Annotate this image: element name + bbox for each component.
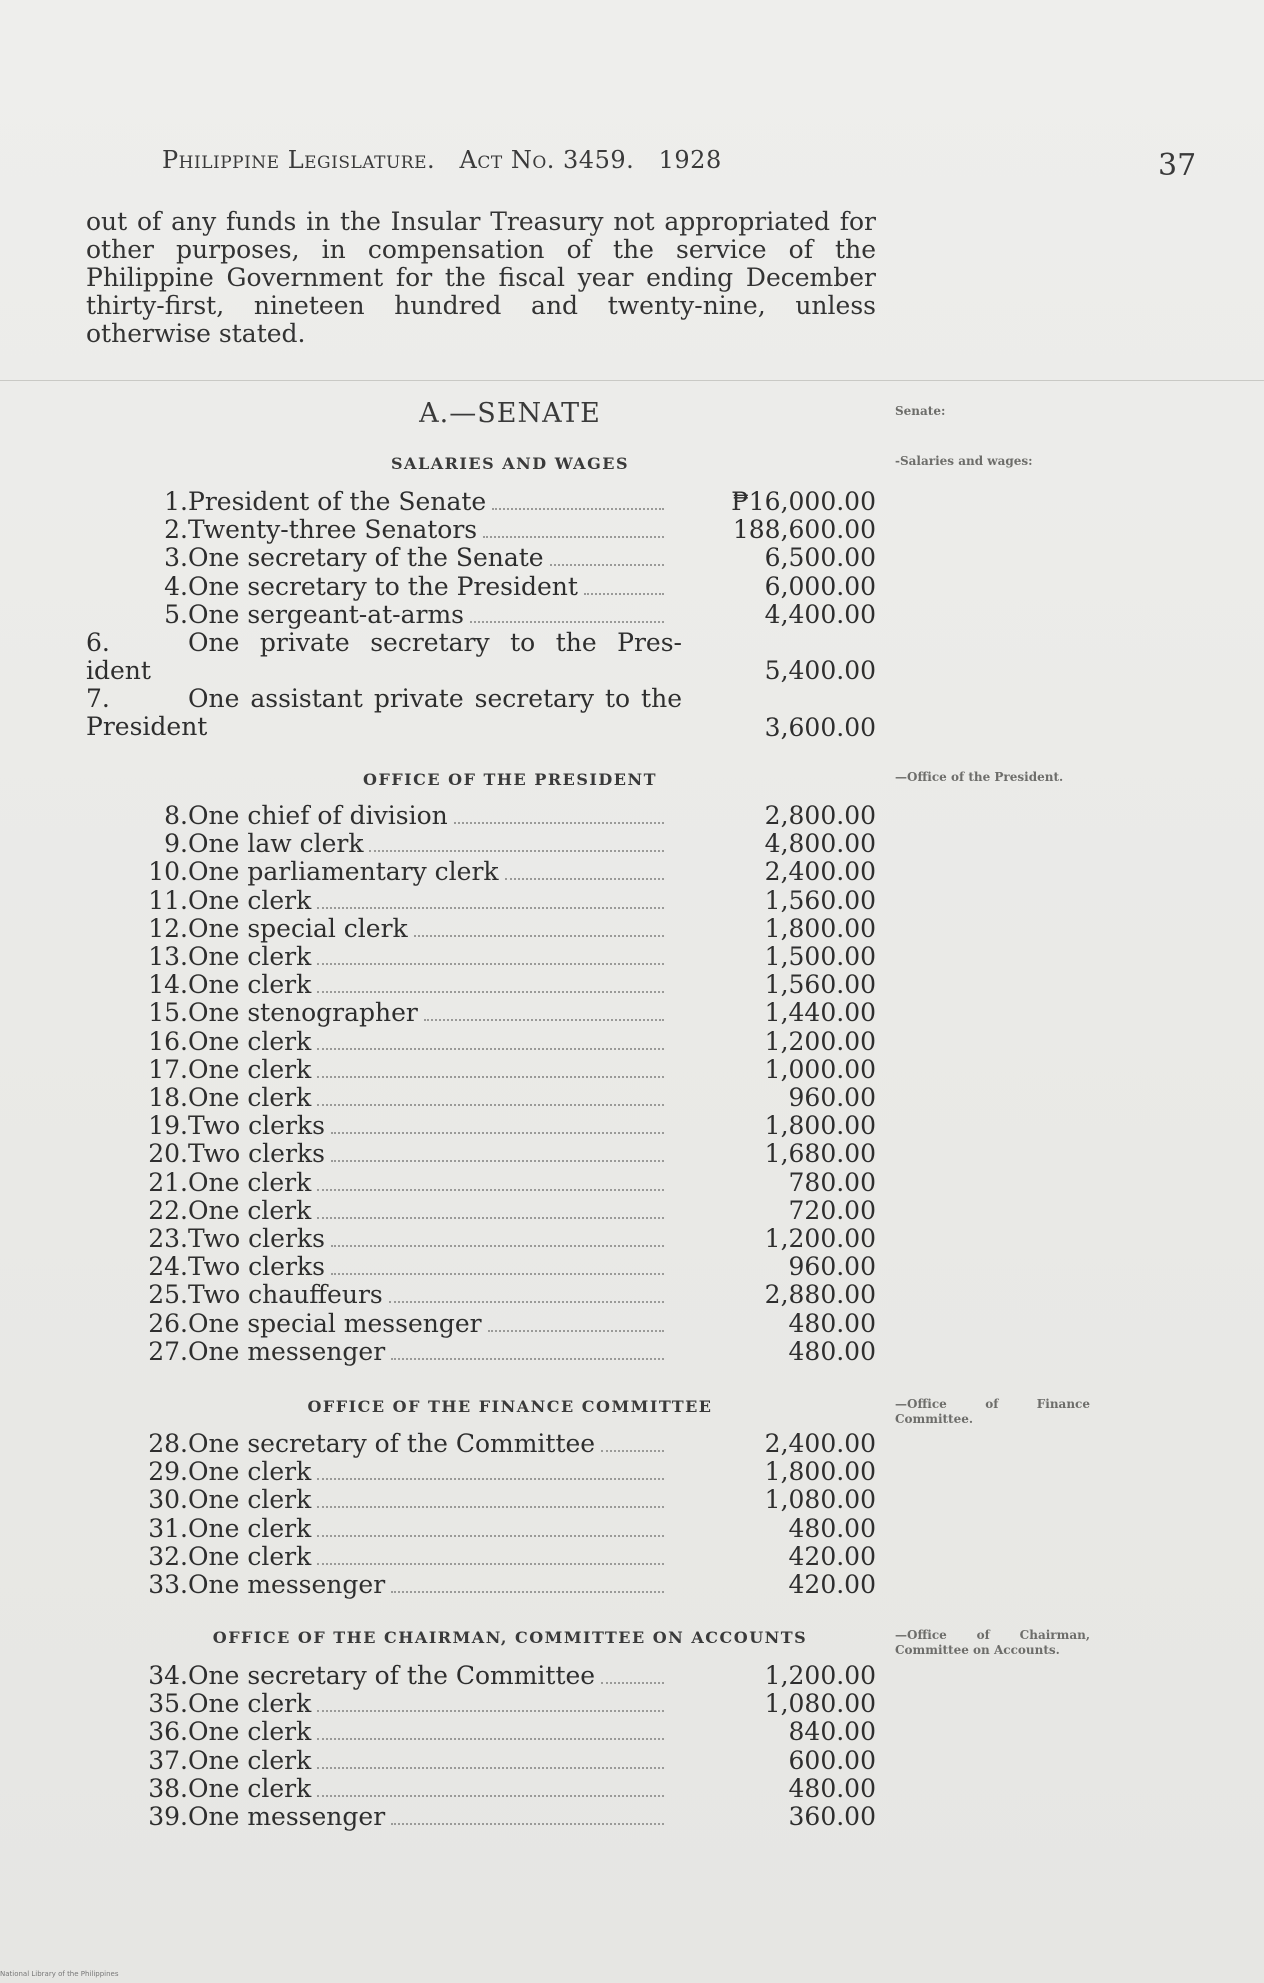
leader-dots (317, 1477, 664, 1480)
item-amount: 780.00 (788, 1167, 876, 1197)
item-amount: 1,800.00 (764, 913, 876, 943)
item-amount: 1,200.00 (764, 1026, 876, 1056)
leader-dots (331, 1244, 664, 1247)
leader-dots (317, 1075, 664, 1078)
list-item (86, 830, 876, 858)
item-amount: 2,800.00 (764, 801, 876, 830)
intro-text: out of any funds in the Insular Treasury not appropriated for other purposes, in compensation of the service of the Philippine Government for the fiscal year ending December thirty-first, nineteen hundred and twenty-nine, unless otherwise stated. (86, 207, 876, 348)
item-label (86, 1690, 682, 1718)
item-text: One secretary to the President (188, 572, 578, 601)
margin-note: —Office of the President. (895, 770, 1064, 784)
item-text: One clerk (188, 1168, 312, 1197)
group-heading: SALARIES AND WAGES (391, 454, 629, 473)
item-number: 23. (148, 1225, 188, 1253)
item-number: 19. (148, 1112, 188, 1141)
list-item (86, 1543, 876, 1571)
item-number: 16. (148, 1027, 188, 1056)
list-item (86, 488, 876, 516)
item-text: One secretary of the Committee (188, 1662, 596, 1690)
item-label (86, 1486, 682, 1514)
list-item (86, 1056, 876, 1084)
item-label (86, 943, 682, 971)
item-label (86, 1338, 682, 1366)
item-number: 11. (148, 886, 188, 915)
leader-dots (317, 1047, 664, 1050)
item-number: 28. (148, 1430, 188, 1458)
item-text: One messenger (188, 1337, 386, 1366)
item-text: One chief of division (188, 802, 448, 830)
item-amount: 960.00 (788, 1083, 876, 1112)
item-number: 20. (148, 1140, 188, 1169)
item-label (86, 1225, 682, 1253)
item-number: 7. (86, 684, 110, 714)
list-item (86, 1458, 876, 1486)
item-label (86, 1197, 682, 1225)
item-amount: 840.00 (788, 1717, 876, 1747)
list-item (86, 1253, 876, 1281)
item-number: 30. (148, 1486, 188, 1515)
item-label (86, 971, 682, 999)
item-number: 18. (148, 1084, 188, 1112)
item-label (86, 573, 682, 601)
leader-dots (317, 1534, 664, 1537)
running-head-act: Act No. 3459. (459, 146, 635, 174)
item-amount: 1,080.00 (764, 1485, 876, 1515)
item-text: Two clerks (188, 1225, 325, 1253)
item-text: One clerk (188, 1718, 312, 1747)
item-label (86, 1112, 682, 1140)
item-number: 31. (148, 1514, 188, 1543)
leader-dots (331, 1159, 664, 1162)
item-label (86, 1775, 682, 1803)
list-item (86, 516, 876, 544)
item-number: 8. (164, 802, 188, 830)
item-amount: 1,080.00 (764, 1689, 876, 1719)
leader-dots (317, 1709, 664, 1712)
leader-dots (550, 563, 664, 566)
item-label (86, 1543, 682, 1571)
item-amount: 188,600.00 (732, 515, 876, 545)
item-text: One law clerk (188, 830, 364, 859)
list-item (86, 1662, 876, 1690)
item-label (86, 915, 682, 943)
section-title: A.—SENATE (419, 398, 601, 429)
leader-dots (317, 1505, 664, 1508)
leader-dots (424, 1018, 664, 1021)
item-amount: 6,000.00 (764, 571, 876, 601)
leader-dots (317, 906, 664, 909)
item-amount: 3,600.00 (764, 712, 876, 742)
leader-dots (488, 1329, 664, 1332)
leader-dots (317, 962, 664, 965)
item-text: President of the Senate (188, 488, 487, 516)
item-label (86, 1662, 682, 1690)
item-text: One clerk (188, 886, 312, 915)
item-amount: 2,400.00 (764, 857, 876, 887)
item-text: One clerk (188, 1055, 312, 1084)
item-label (86, 1028, 682, 1056)
item-number: 35. (148, 1690, 188, 1719)
item-text: One clerk (188, 1027, 312, 1056)
item-label (86, 1169, 682, 1197)
list-item (86, 971, 876, 999)
item-number: 1. (164, 488, 188, 516)
scan-credit: National Library of the Philippines (0, 1970, 119, 1978)
leader-dots (331, 1131, 664, 1134)
item-number: 4. (164, 572, 188, 601)
item-amount: 2,880.00 (764, 1280, 876, 1310)
item-text: One parliamentary clerk (188, 858, 499, 887)
list-item (86, 1310, 876, 1338)
item-amount: 480.00 (788, 1513, 876, 1543)
group-heading: OFFICE OF THE FINANCE COMMITTEE (307, 1397, 713, 1416)
list-item (86, 544, 876, 572)
item-amount: 1,800.00 (764, 1457, 876, 1487)
item-amount: ₱16,000.00 (731, 487, 876, 516)
item-text: One clerk (188, 1542, 312, 1571)
item-label (86, 601, 682, 629)
margin-note: —Office of Chairman, Committee on Accounts. (895, 1628, 1090, 1657)
item-text: One clerk (188, 1690, 312, 1719)
item-number: 25. (148, 1281, 188, 1310)
item-label (86, 1253, 682, 1281)
margin-note: -Salaries and wages: (895, 454, 1033, 468)
item-label (86, 830, 682, 858)
item-text: One stenographer (188, 999, 418, 1028)
item-number: 24. (148, 1253, 188, 1282)
item-text: Two clerks (188, 1253, 325, 1282)
item-text: One clerk (188, 971, 312, 1000)
item-amount: 6,500.00 (764, 543, 876, 573)
list-item (86, 915, 876, 943)
running-head (162, 146, 722, 174)
margin-note: —Office of Finance Committee. (895, 1397, 1090, 1426)
item-label (86, 1803, 682, 1831)
item-amount: 5,400.00 (764, 656, 876, 686)
item-text: One messenger (188, 1571, 386, 1599)
item-text: One clerk (188, 1746, 312, 1775)
list-item (86, 1338, 876, 1366)
item-number: 10. (148, 858, 188, 887)
item-text: One clerk (188, 1514, 312, 1543)
item-number: 5. (164, 600, 188, 629)
item-number: 14. (148, 971, 188, 1000)
item-text-continuation (86, 713, 682, 741)
item-number: 27. (148, 1337, 188, 1366)
leader-dots (317, 1188, 664, 1191)
item-text: One special clerk (188, 914, 408, 943)
item-amount: 1,680.00 (764, 1139, 876, 1169)
list-item (86, 1775, 876, 1803)
leader-dots (369, 849, 664, 852)
list-item (86, 802, 876, 830)
list-item (86, 629, 876, 685)
margin-note-senate: Senate: (895, 404, 946, 418)
item-label (86, 1084, 682, 1112)
item-number: 32. (148, 1542, 188, 1571)
list-item (86, 1028, 876, 1056)
list-item (86, 1515, 876, 1543)
list-item (86, 1747, 876, 1775)
item-amount: 480.00 (788, 1336, 876, 1366)
item-amount: 1,500.00 (764, 942, 876, 971)
item-number: 12. (148, 914, 188, 943)
leader-dots (317, 1562, 664, 1565)
item-text: One clerk (188, 943, 312, 971)
item-number: 13. (148, 943, 188, 971)
item-text: One special messenger (188, 1309, 482, 1338)
leader-dots (414, 934, 664, 937)
item-text: One clerk (188, 1458, 312, 1487)
item-amount: 1,560.00 (764, 885, 876, 915)
leader-dots (317, 1103, 664, 1106)
item-number: 9. (164, 830, 188, 859)
leader-dots (601, 1681, 664, 1684)
item-number: 33. (148, 1571, 188, 1599)
item-amount: 1,000.00 (764, 1054, 876, 1084)
item-text: One secretary of the Senate (188, 544, 544, 573)
section-divider (0, 380, 1264, 381)
item-label (86, 516, 682, 544)
item-label (86, 1430, 682, 1458)
item-amount: 4,800.00 (764, 829, 876, 859)
item-amount: 960.00 (788, 1252, 876, 1282)
list-item (86, 1140, 876, 1168)
list-item (86, 1718, 876, 1746)
list-item (86, 999, 876, 1027)
item-number: 34. (148, 1662, 188, 1690)
list-item (86, 1084, 876, 1112)
item-text: One messenger (188, 1803, 386, 1831)
item-number: 2. (164, 516, 188, 545)
item-text: Twenty-three Senators (188, 516, 478, 545)
item-amount: 1,200.00 (764, 1224, 876, 1253)
item-text-cont: ident (86, 657, 151, 685)
item-number: 22. (148, 1196, 188, 1225)
leader-dots (470, 620, 664, 623)
item-label (86, 488, 682, 516)
intro-paragraph (86, 208, 876, 348)
item-amount: 2,400.00 (764, 1429, 876, 1458)
leader-dots (317, 1794, 664, 1797)
leader-dots (317, 990, 664, 993)
item-amount: 1,560.00 (764, 970, 876, 1000)
item-label (86, 1281, 682, 1309)
item-amount: 720.00 (788, 1195, 876, 1225)
item-amount: 420.00 (788, 1570, 876, 1599)
leader-dots (505, 877, 664, 880)
leader-dots (483, 535, 664, 538)
item-amount: 1,800.00 (764, 1111, 876, 1141)
item-number: 39. (148, 1803, 188, 1831)
list-item (86, 887, 876, 915)
list-item (86, 601, 876, 629)
list-item (86, 1430, 876, 1458)
item-text-continuation (86, 657, 682, 685)
list-item (86, 1281, 876, 1309)
leader-dots (584, 592, 664, 595)
item-amount: 4,400.00 (764, 599, 876, 629)
item-text: One assistant private secretary to the (188, 684, 682, 714)
running-head-title: Philippine Legislature. (162, 146, 436, 174)
item-number: 26. (148, 1309, 188, 1338)
item-text: One clerk (188, 1196, 312, 1225)
item-amount: 480.00 (788, 1773, 876, 1803)
item-amount: 360.00 (788, 1802, 876, 1831)
running-head-year: 1928 (658, 146, 722, 174)
group-heading: OFFICE OF THE CHAIRMAN, COMMITTEE ON ACCOUNTS (212, 1628, 808, 1647)
item-number: 17. (148, 1055, 188, 1084)
item-amount: 600.00 (788, 1745, 876, 1775)
item-text: One secretary of the Committee (188, 1430, 596, 1458)
leader-dots (389, 1300, 664, 1303)
leader-dots (391, 1590, 664, 1593)
list-item (86, 685, 876, 741)
item-number: 38. (148, 1774, 188, 1803)
item-label (86, 887, 682, 915)
item-text: One sergeant-at-arms (188, 600, 465, 629)
item-text: Two chauffeurs (188, 1281, 383, 1310)
item-label (86, 1056, 682, 1084)
item-text-line (86, 629, 682, 657)
item-text-cont: President (86, 713, 208, 742)
item-label (86, 858, 682, 886)
list-item (86, 1112, 876, 1140)
item-number: 36. (148, 1718, 188, 1747)
list-item (86, 1197, 876, 1225)
item-label (86, 999, 682, 1027)
leader-dots (391, 1822, 664, 1825)
item-label (86, 1747, 682, 1775)
item-number: 21. (148, 1168, 188, 1197)
item-label (86, 544, 682, 572)
item-text: One clerk (188, 1084, 312, 1112)
list-item (86, 1803, 876, 1831)
list-item (86, 573, 876, 601)
item-label (86, 802, 682, 830)
item-label (86, 1515, 682, 1543)
leader-dots (601, 1449, 664, 1452)
item-amount: 420.00 (788, 1541, 876, 1571)
list-item (86, 1571, 876, 1599)
leader-dots (331, 1272, 664, 1275)
item-number: 6. (86, 628, 110, 657)
item-text: Two clerks (188, 1112, 325, 1141)
item-text: One clerk (188, 1774, 312, 1803)
leader-dots (317, 1737, 664, 1740)
list-item (86, 1690, 876, 1718)
item-number: 3. (164, 544, 188, 573)
leader-dots (317, 1216, 664, 1219)
leader-dots (454, 821, 664, 824)
list-item (86, 858, 876, 886)
item-label (86, 1310, 682, 1338)
item-label (86, 1718, 682, 1746)
leader-dots (492, 507, 664, 510)
item-amount: 480.00 (788, 1308, 876, 1338)
list-item (86, 943, 876, 971)
item-amount: 1,440.00 (764, 998, 876, 1028)
group-heading: OFFICE OF THE PRESIDENT (363, 770, 657, 789)
item-text-line (86, 685, 682, 713)
item-label (86, 1458, 682, 1486)
item-text: One clerk (188, 1486, 312, 1515)
item-number: 15. (148, 999, 188, 1028)
list-item (86, 1169, 876, 1197)
item-label (86, 1571, 682, 1599)
item-number: 29. (148, 1458, 188, 1487)
leader-dots (317, 1766, 664, 1769)
item-text: Two clerks (188, 1140, 325, 1169)
page-number: 37 (1158, 148, 1197, 183)
item-number: 37. (148, 1746, 188, 1775)
leader-dots (391, 1357, 664, 1360)
item-text: One private secretary to the Pres- (188, 628, 682, 657)
item-label (86, 1140, 682, 1168)
list-item (86, 1225, 876, 1253)
item-amount: 1,200.00 (764, 1661, 876, 1690)
list-item (86, 1486, 876, 1514)
